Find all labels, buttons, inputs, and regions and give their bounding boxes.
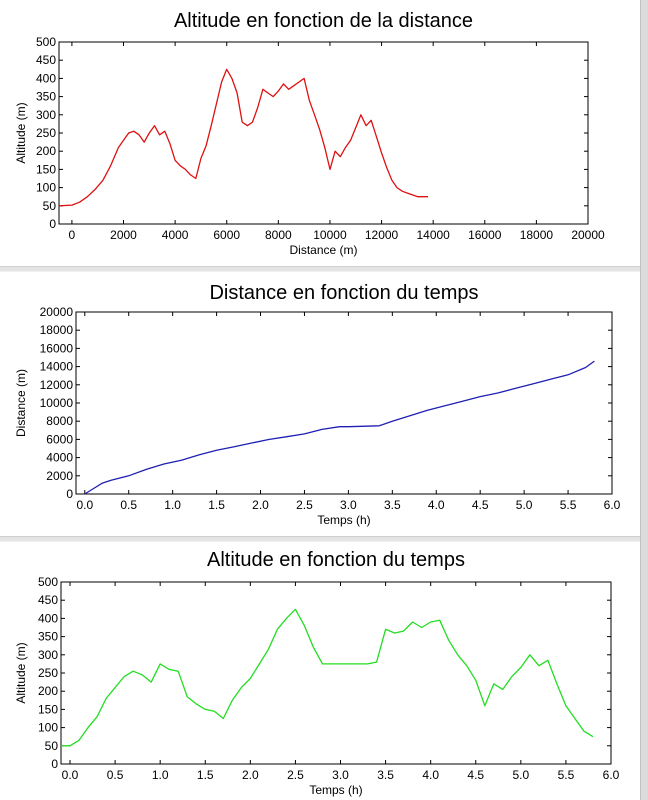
x-tick-label: 3.0 — [332, 768, 349, 782]
chart-title: Altitude en fonction du temps — [207, 549, 465, 571]
x-tick-label: 1.5 — [208, 498, 225, 512]
y-axis-label: Altitude (m) — [14, 102, 28, 164]
y-tick-label: 0 — [66, 487, 73, 501]
y-tick-label: 4000 — [46, 450, 73, 465]
y-axis-label: Altitude (m) — [14, 642, 28, 704]
x-tick-label: 3.5 — [383, 498, 401, 512]
x-tick-label: 6000 — [213, 228, 241, 242]
x-tick-label: 5.5 — [559, 498, 577, 512]
x-tick-label: 4.0 — [422, 768, 440, 782]
x-tick-label: 12000 — [364, 228, 399, 242]
x-tick-label: 1.0 — [151, 768, 169, 782]
y-tick-label: 300 — [35, 107, 56, 122]
y-axis-label: Distance (m) — [14, 368, 28, 438]
plot-frame — [61, 582, 611, 764]
y-tick-label: 18000 — [39, 323, 73, 338]
y-tick-label: 200 — [37, 684, 58, 699]
y-tick-label: 20000 — [39, 305, 73, 319]
y-tick-label: 400 — [37, 611, 58, 626]
x-tick-label: 4000 — [161, 228, 189, 242]
x-tick-label: 2.5 — [287, 768, 304, 782]
x-tick-label: 4.5 — [467, 768, 485, 782]
y-tick-label: 8000 — [46, 414, 73, 429]
x-tick-label: 5.0 — [515, 498, 533, 512]
x-tick-label: 2000 — [110, 228, 137, 242]
chart-panel-altitude-distance — [0, 0, 640, 266]
x-tick-label: 1.0 — [164, 498, 181, 512]
x-tick-label: 1.5 — [196, 768, 214, 782]
y-tick-label: 200 — [35, 144, 56, 159]
y-tick-label: 50 — [44, 738, 58, 753]
y-tick-label: 400 — [35, 71, 56, 86]
x-tick-label: 0.0 — [61, 768, 79, 782]
chart-panel-altitude-time — [0, 542, 640, 800]
y-tick-label: 0 — [51, 757, 58, 771]
chart-title: Distance en fonction du temps — [209, 282, 479, 304]
chart-altitude-time — [0, 542, 640, 800]
y-tick-label: 500 — [37, 575, 58, 589]
x-tick-label: 8000 — [264, 228, 292, 242]
x-tick-label: 2.5 — [296, 498, 313, 512]
y-tick-label: 450 — [37, 593, 58, 608]
y-tick-label: 450 — [35, 53, 56, 68]
y-tick-label: 16000 — [39, 341, 73, 356]
x-axis-label: Temps (h) — [317, 513, 371, 527]
y-tick-label: 150 — [37, 702, 58, 717]
x-tick-label: 0.5 — [106, 768, 124, 782]
y-tick-label: 250 — [37, 666, 58, 680]
y-tick-label: 6000 — [46, 432, 73, 447]
y-tick-label: 100 — [35, 180, 56, 195]
chart-altitude-distance — [0, 0, 640, 266]
y-tick-label: 2000 — [46, 468, 73, 483]
x-tick-label: 5.5 — [557, 768, 575, 782]
x-tick-label: 20000 — [571, 228, 605, 242]
x-tick-label: 16000 — [468, 228, 502, 242]
x-axis-label: Temps (h) — [309, 783, 363, 797]
x-tick-label: 0 — [68, 228, 76, 242]
chart-title: Altitude en fonction de la distance — [173, 10, 474, 32]
y-tick-label: 300 — [37, 647, 58, 662]
x-tick-label: 0.5 — [120, 498, 138, 512]
y-tick-label: 150 — [35, 162, 56, 177]
y-tick-label: 350 — [35, 89, 56, 104]
x-tick-label: 2.0 — [242, 768, 259, 782]
x-tick-label: 5.0 — [512, 768, 530, 782]
y-tick-label: 14000 — [39, 359, 73, 374]
y-tick-label: 50 — [42, 198, 56, 213]
x-tick-label: 3.5 — [377, 768, 394, 782]
y-tick-label: 350 — [37, 629, 58, 644]
plot-frame — [59, 42, 588, 224]
x-tick-label: 2.0 — [252, 498, 269, 512]
y-tick-label: 0 — [49, 217, 56, 231]
window-scrollbar-edge[interactable] — [640, 0, 648, 800]
x-tick-label: 6.0 — [603, 498, 621, 512]
y-tick-label: 10000 — [39, 396, 73, 410]
y-tick-label: 500 — [35, 35, 56, 49]
x-axis-label: Distance (m) — [289, 243, 358, 257]
x-tick-label: 18000 — [519, 228, 554, 242]
x-tick-label: 3.0 — [340, 498, 357, 512]
x-tick-label: 0.0 — [76, 498, 94, 512]
y-tick-label: 12000 — [39, 377, 73, 392]
x-tick-label: 4.0 — [427, 498, 445, 512]
y-tick-label: 100 — [37, 720, 58, 735]
chart-distance-time — [0, 272, 640, 536]
chart-panel-distance-time — [0, 272, 640, 536]
x-tick-label: 6.0 — [602, 768, 620, 782]
x-tick-label: 14000 — [416, 228, 450, 242]
x-tick-label: 4.5 — [471, 498, 489, 512]
y-tick-label: 250 — [35, 126, 56, 140]
x-tick-label: 10000 — [313, 228, 347, 242]
